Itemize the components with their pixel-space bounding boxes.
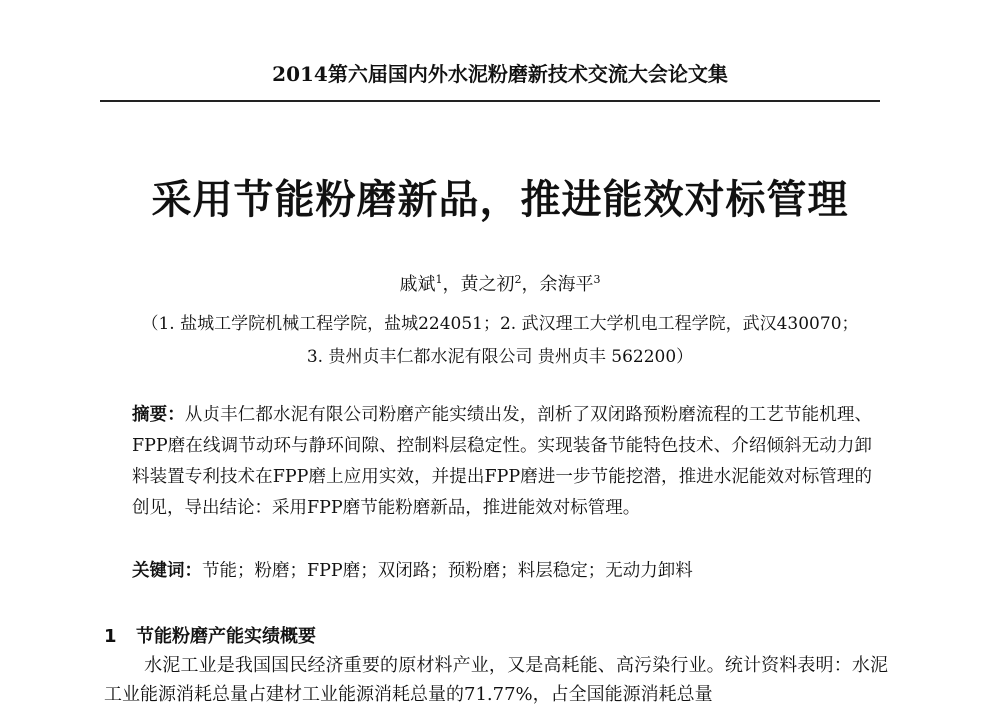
- affiliation-line-1: （1. 盐城工学院机械工程学院，盐城224051；2. 武汉理工大学机电工程学院，武汉430070；: [141, 314, 859, 334]
- keywords-text: 节能；粉磨；FPP磨；双闭路；预粉磨；料层稳定；无动力卸料: [202, 561, 693, 581]
- header-rule: [100, 100, 880, 102]
- abstract: [132, 400, 872, 524]
- section-heading: [104, 622, 884, 648]
- keywords-label: 关键词：: [132, 561, 202, 581]
- keywords: [132, 556, 872, 587]
- author-list: 戚斌$^1$，黄之初$^2$，余海平$^3$: [399, 273, 601, 295]
- author-affil-mark: 1: [435, 273, 443, 286]
- paper-title: 采用节能粉磨新品，推进能效对标管理: [151, 177, 849, 223]
- author-affil-mark: 3: [593, 273, 601, 286]
- author-affil-mark: 2: [514, 273, 522, 286]
- affiliation-line-2: 3. 贵州贞丰仁都水泥有限公司 贵州贞丰 562200）: [306, 347, 694, 367]
- section-title: 节能粉磨产能实绩概要: [136, 626, 316, 647]
- abstract-text: 从贞丰仁都水泥有限公司粉磨产能实绩出发，剖析了双闭路预粉磨流程的工艺节能机理、FPP磨在线调节动环与静环间隙、控制料层稳定性。实现装备节能特色技术、介绍倾斜无动力卸料装置专利技术在FPP磨上应用实效，并提出FPP磨进一步节能挖潜，推进水泥能效对标管理的创见，导出结论：采用FPP磨节能粉磨新品，推进能效对标管理。: [132, 405, 873, 518]
- body-paragraph: [104, 651, 888, 709]
- body-paragraph-text: 水泥工业是我国国民经济重要的原材料产业，又是高耗能、高污染行业。统计资料表明：水泥工业能源消耗总量占建材工业能源消耗总量的71.77%，占全国能源消耗总量: [104, 655, 888, 705]
- abstract-label: 摘要：: [132, 405, 185, 425]
- author-name: 黄之初: [460, 274, 515, 295]
- section-number: 1: [104, 626, 117, 647]
- author-name: 余海平: [539, 274, 594, 295]
- author-name: 戚斌: [399, 274, 436, 295]
- proceedings-header: 2014第六届国内外水泥粉磨新技术交流大会论文集: [272, 62, 728, 86]
